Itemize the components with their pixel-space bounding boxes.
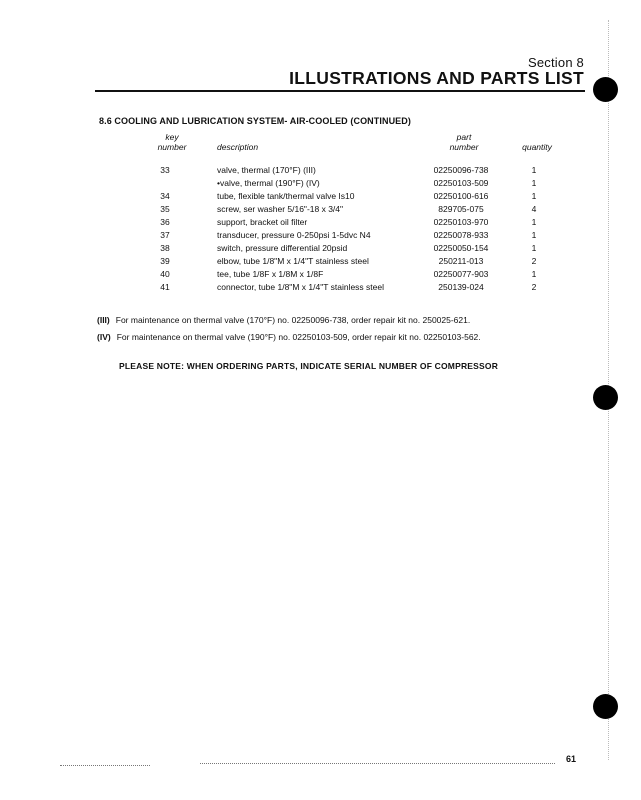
part-number: 02250103-509 — [433, 178, 489, 188]
note-text: For maintenance on thermal valve (190°F) no. 02250103-509, order repair kit no. 02250103-562. — [116, 332, 481, 342]
part-quantity: 1 — [531, 243, 537, 253]
part-quantity: 2 — [531, 282, 537, 292]
table-row — [130, 230, 560, 243]
part-description: elbow, tube 1/8"M x 1/4"T stainless steel — [217, 256, 369, 266]
parts-table — [130, 165, 560, 295]
part-quantity: 1 — [531, 191, 537, 201]
part-number: 02250100-616 — [433, 191, 489, 201]
key-number: 33 — [160, 165, 170, 175]
part-header-line2: number — [449, 142, 479, 152]
key-header-line1: key — [165, 132, 179, 142]
part-quantity: 1 — [531, 178, 537, 188]
key-number: 38 — [160, 243, 170, 253]
section-label: Section 8 — [527, 55, 584, 70]
part-number: 829705-075 — [438, 204, 484, 214]
table-row — [130, 243, 560, 256]
table-row — [130, 256, 560, 269]
key-number: 37 — [160, 230, 170, 240]
description-header: description — [217, 142, 259, 152]
part-quantity: 1 — [531, 217, 537, 227]
part-quantity: 2 — [531, 256, 537, 266]
page-title: ILLUSTRATIONS AND PARTS LIST — [289, 68, 584, 88]
table-row — [130, 282, 560, 295]
part-number: 02250078-933 — [433, 230, 489, 240]
key-number: 41 — [160, 282, 170, 292]
part-number: 02250096-738 — [433, 165, 489, 175]
table-row — [130, 191, 560, 204]
title-divider — [95, 90, 585, 92]
page-number: 61 — [566, 754, 577, 764]
part-number-header — [429, 132, 499, 152]
part-number: 02250050-154 — [433, 243, 489, 253]
scan-noise-line — [60, 765, 150, 766]
part-number: 02250077-903 — [433, 269, 489, 279]
part-quantity: 1 — [531, 230, 537, 240]
part-description: connector, tube 1/8"M x 1/4"T stainless steel — [217, 282, 384, 292]
part-description: support, bracket oil filter — [217, 217, 308, 227]
part-description: tube, flexible tank/thermal valve Is10 — [217, 191, 355, 201]
part-quantity: 4 — [531, 204, 537, 214]
part-description: •valve, thermal (190°F) (IV) — [217, 178, 320, 188]
part-description: tee, tube 1/8F x 1/8M x 1/8F — [217, 269, 324, 279]
subsection-heading: 8.6 COOLING AND LUBRICATION SYSTEM- AIR-COOLED (CONTINUED) — [99, 116, 411, 126]
key-number: 36 — [160, 217, 170, 227]
table-row — [130, 269, 560, 282]
table-row — [130, 204, 560, 217]
quantity-header: quantity — [522, 142, 552, 152]
key-header-line2: number — [157, 142, 187, 152]
part-number: 02250103-970 — [433, 217, 489, 227]
table-row — [130, 165, 560, 178]
binder-hole — [593, 385, 618, 410]
key-number: 39 — [160, 256, 170, 266]
scan-noise-line — [200, 763, 555, 764]
key-number: 35 — [160, 204, 170, 214]
part-number: 250211-013 — [438, 256, 484, 266]
ordering-note: PLEASE NOTE: WHEN ORDERING PARTS, INDICATE SERIAL NUMBER OF COMPRESSOR — [119, 361, 499, 371]
part-description: screw, ser washer 5/16"-18 x 3/4" — [217, 204, 344, 214]
part-description: switch, pressure differential 20psid — [217, 243, 348, 253]
key-number-header — [152, 132, 192, 152]
key-number: 34 — [160, 191, 170, 201]
key-number: 40 — [160, 269, 170, 279]
note-tag: (III) — [97, 315, 110, 325]
binder-hole — [593, 694, 618, 719]
table-row — [130, 217, 560, 230]
binder-hole — [593, 77, 618, 102]
note-text: For maintenance on thermal valve (170°F) no. 02250096-738, order repair kit no. 250025-621. — [115, 315, 471, 325]
table-row — [130, 178, 560, 191]
note-tag: (IV) — [97, 332, 111, 342]
part-description: valve, thermal (170°F) (III) — [217, 165, 316, 175]
part-quantity: 1 — [531, 269, 537, 279]
part-number: 250139-024 — [438, 282, 484, 292]
part-header-line1: part — [456, 132, 472, 142]
maintenance-note-iv — [97, 332, 481, 342]
part-quantity: 1 — [531, 165, 537, 175]
maintenance-note-iii — [97, 315, 470, 325]
part-description: transducer, pressure 0-250psi 1-5dvc N4 — [217, 230, 371, 240]
